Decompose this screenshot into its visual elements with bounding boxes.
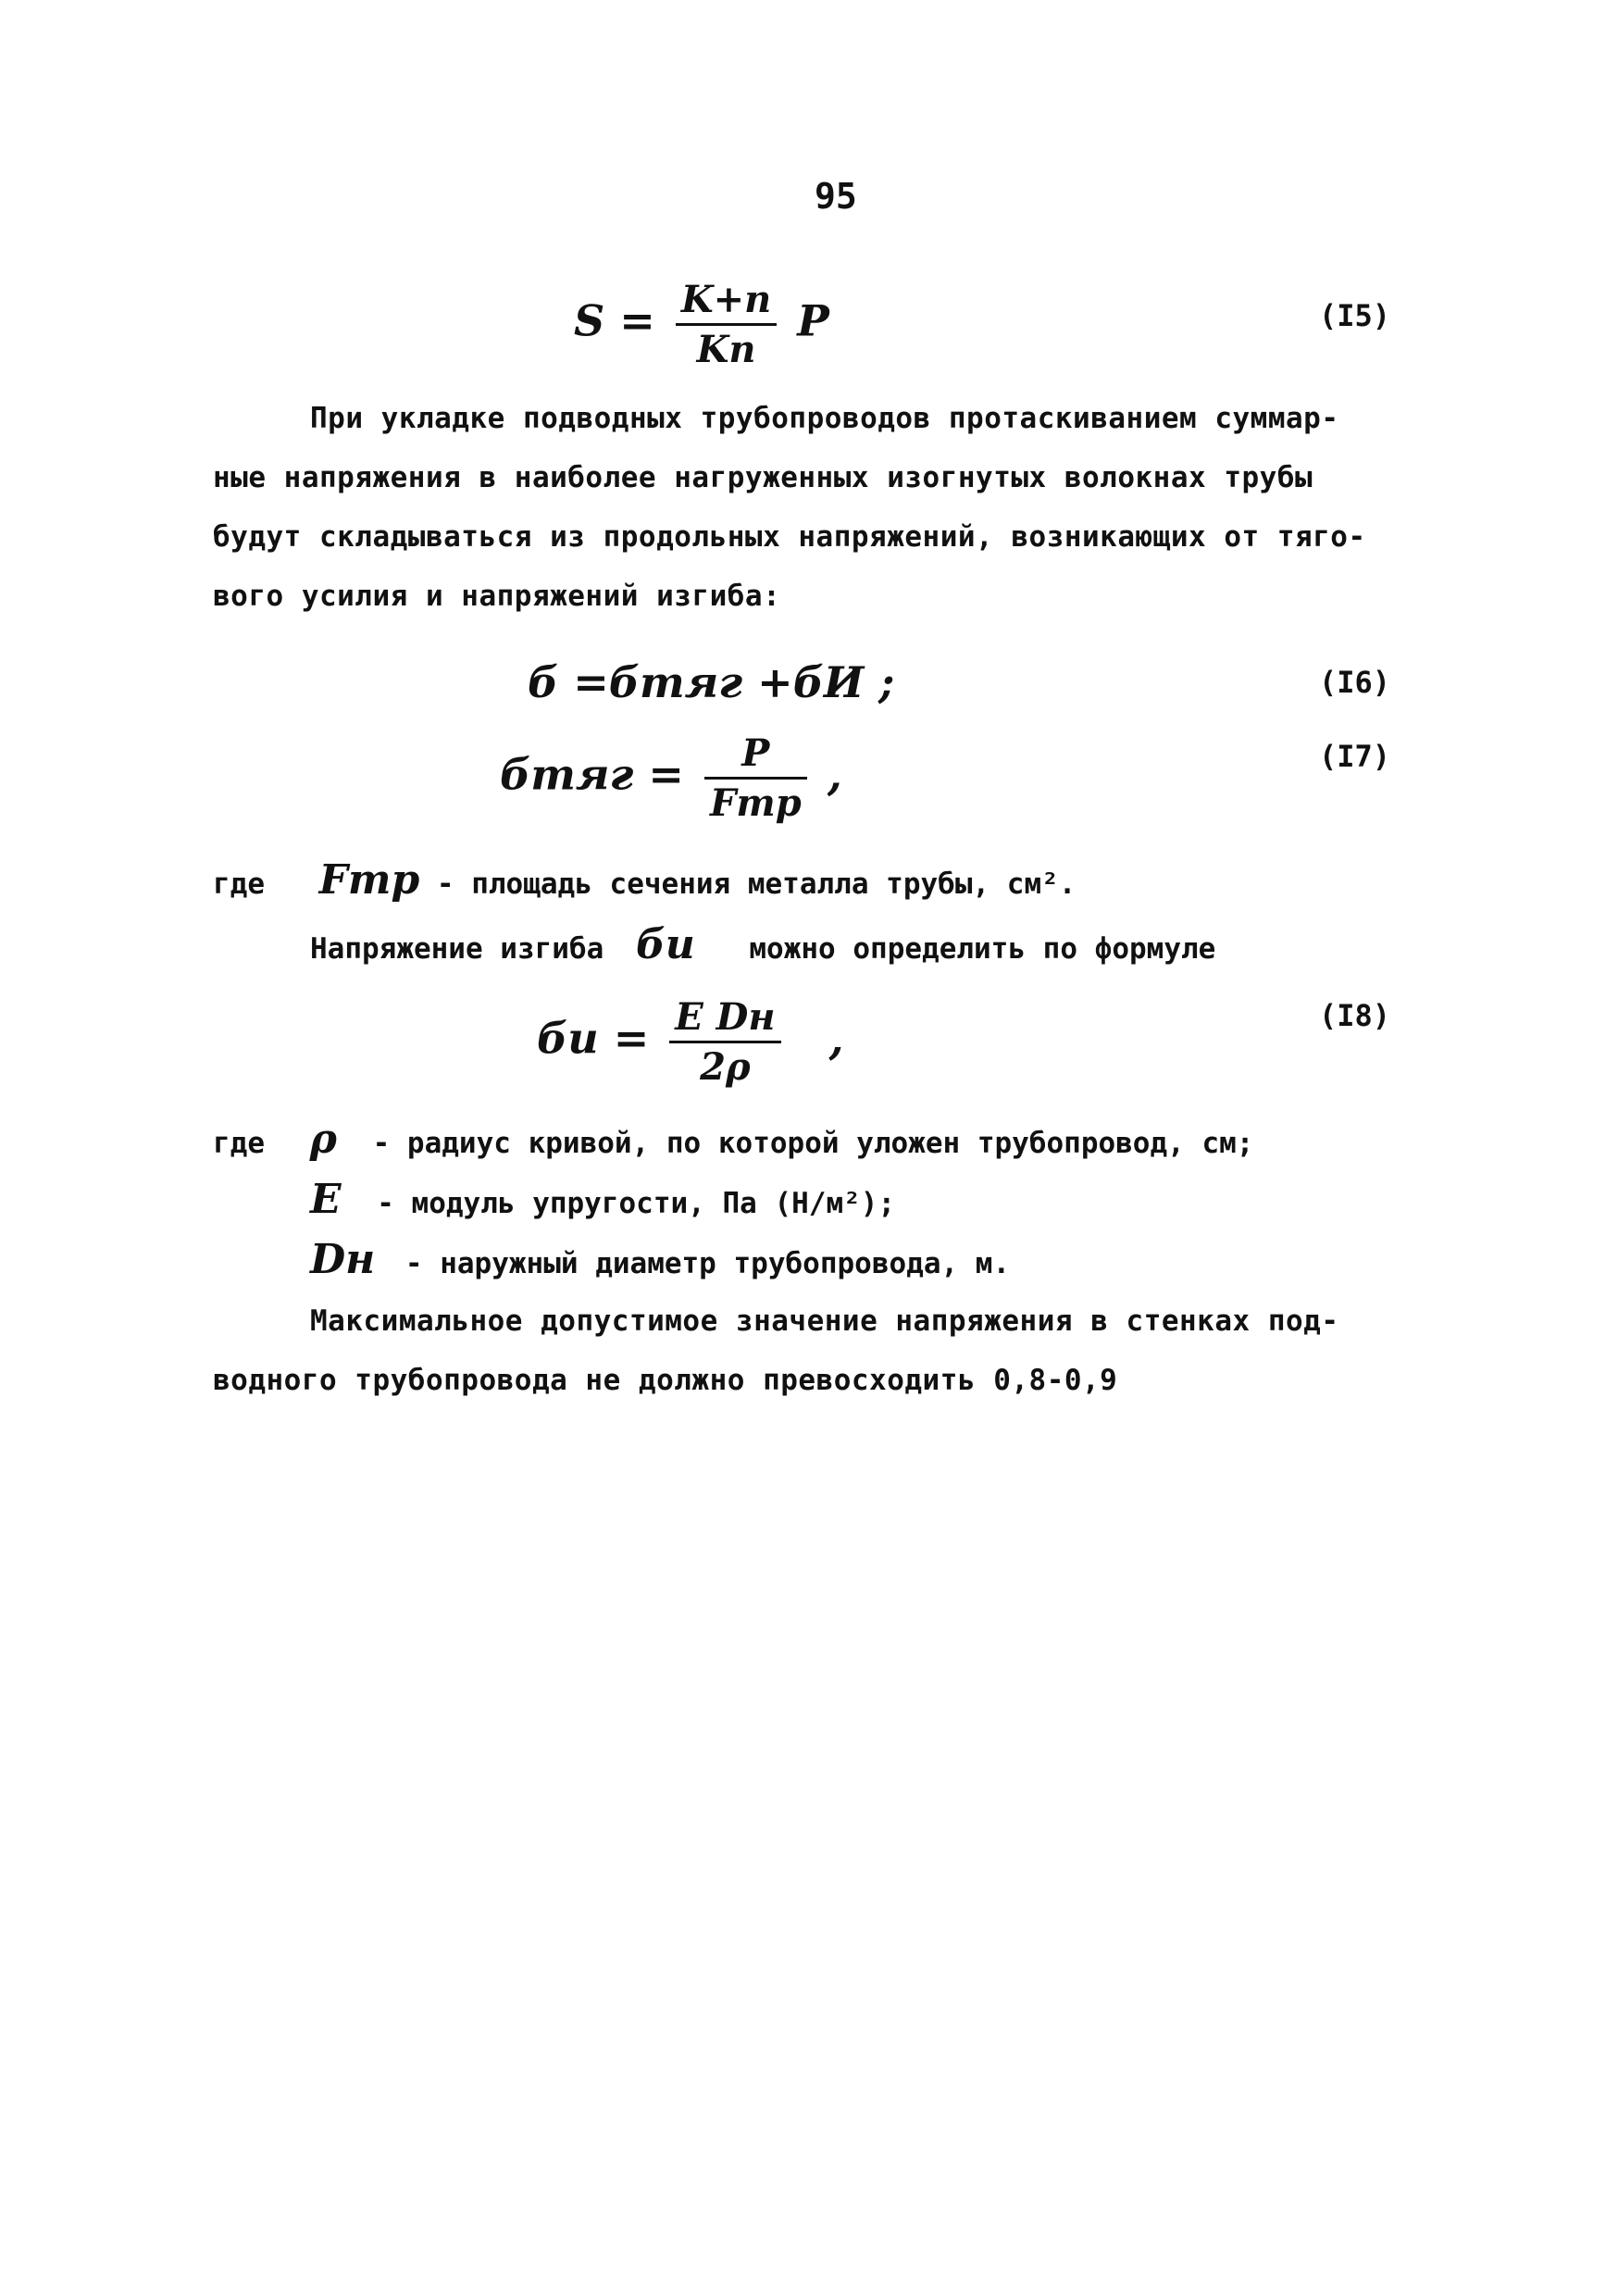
eq18-denominator: 2ρ: [700, 1045, 751, 1089]
definition-E: [310, 1176, 895, 1223]
paragraph-1: [213, 389, 1366, 626]
def-F-text: - площадь сечения металла трубы, см².: [436, 867, 1077, 901]
definition-D: [310, 1236, 1010, 1283]
para1-line-3: будут складываться из продольных напряжений, возникающих от тяго-: [213, 520, 1366, 554]
eq18-numerator: E Dн: [669, 995, 780, 1043]
equation-16: б =бтяг +бИ ;: [528, 657, 895, 707]
eq17-lhs: бтяг: [500, 749, 634, 800]
eq18-number: (I8): [1319, 998, 1391, 1033]
page-number: 95: [815, 176, 857, 217]
final-paragraph: [213, 1292, 1339, 1410]
def-E-text: - модуль упругости, Па (Н/м²);: [377, 1187, 896, 1220]
eq18-tail: ,: [828, 1013, 844, 1064]
para1-line-4: вого усилия и напряжений изгиба:: [213, 580, 781, 613]
eq15-lhs: S: [574, 295, 605, 346]
eq15-denominator: Kn: [696, 328, 756, 371]
para1-line-2: ные напряжения в наиболее нагруженных изогнутых волокнах трубы: [213, 461, 1313, 494]
bending-line: [310, 921, 1215, 968]
para1-line-1: При укладке подводных трубопроводов протаскиванием суммар-: [310, 402, 1339, 435]
eq18-lhs: бu: [537, 1013, 599, 1064]
def-F-symbol: Fтр: [318, 856, 420, 904]
eq17-number: (I7): [1319, 739, 1391, 774]
eq15-numerator: K+n: [676, 278, 777, 326]
definition-F: [213, 856, 1076, 904]
eq17-fraction: [704, 731, 807, 825]
eq17-tail: ,: [827, 749, 842, 800]
definitions-2: [213, 1116, 1253, 1163]
final-line-2: водного трубопровода не должно превосходить 0,8-0,9: [213, 1364, 1118, 1397]
eq18-fraction: [669, 995, 780, 1089]
def-D-text: - наружный диаметр трубопровода, м.: [404, 1247, 1011, 1280]
equation-15: S = $\frac{K+n}{Kn}$ P: [574, 278, 829, 371]
bending-line-after: можно определить по формуле: [749, 932, 1216, 966]
def-rho-text: - радиус кривой, по которой уложен трубопровод, см;: [372, 1127, 1254, 1160]
final-line-1: Максимальное допустимое значение напряжения в стенках под-: [310, 1304, 1339, 1338]
def-rho-symbol: ρ: [309, 1116, 337, 1163]
eq15-tail: P: [797, 295, 829, 346]
equation-18: бu = $\frac{\text{E Dн}}{2\rho}$ ,: [537, 995, 844, 1089]
eq17-denominator: Fтр: [709, 781, 802, 825]
bending-line-symbol: бu: [635, 921, 695, 968]
eq17-numerator: P: [704, 731, 807, 780]
def-D-symbol: Dн: [310, 1236, 376, 1283]
eq15-fraction: [676, 278, 777, 371]
eq16-number: (I6): [1319, 665, 1391, 700]
eq15-number: (I5): [1319, 298, 1391, 333]
def-F-label: где: [213, 867, 265, 901]
bending-line-before: Напряжение изгиба: [310, 932, 604, 966]
equation-17: бтяг = $\frac{P}{\text{Fтр}}$ ,: [500, 731, 842, 825]
def-E-symbol: E: [310, 1176, 342, 1223]
defs2-label: где: [213, 1127, 265, 1160]
